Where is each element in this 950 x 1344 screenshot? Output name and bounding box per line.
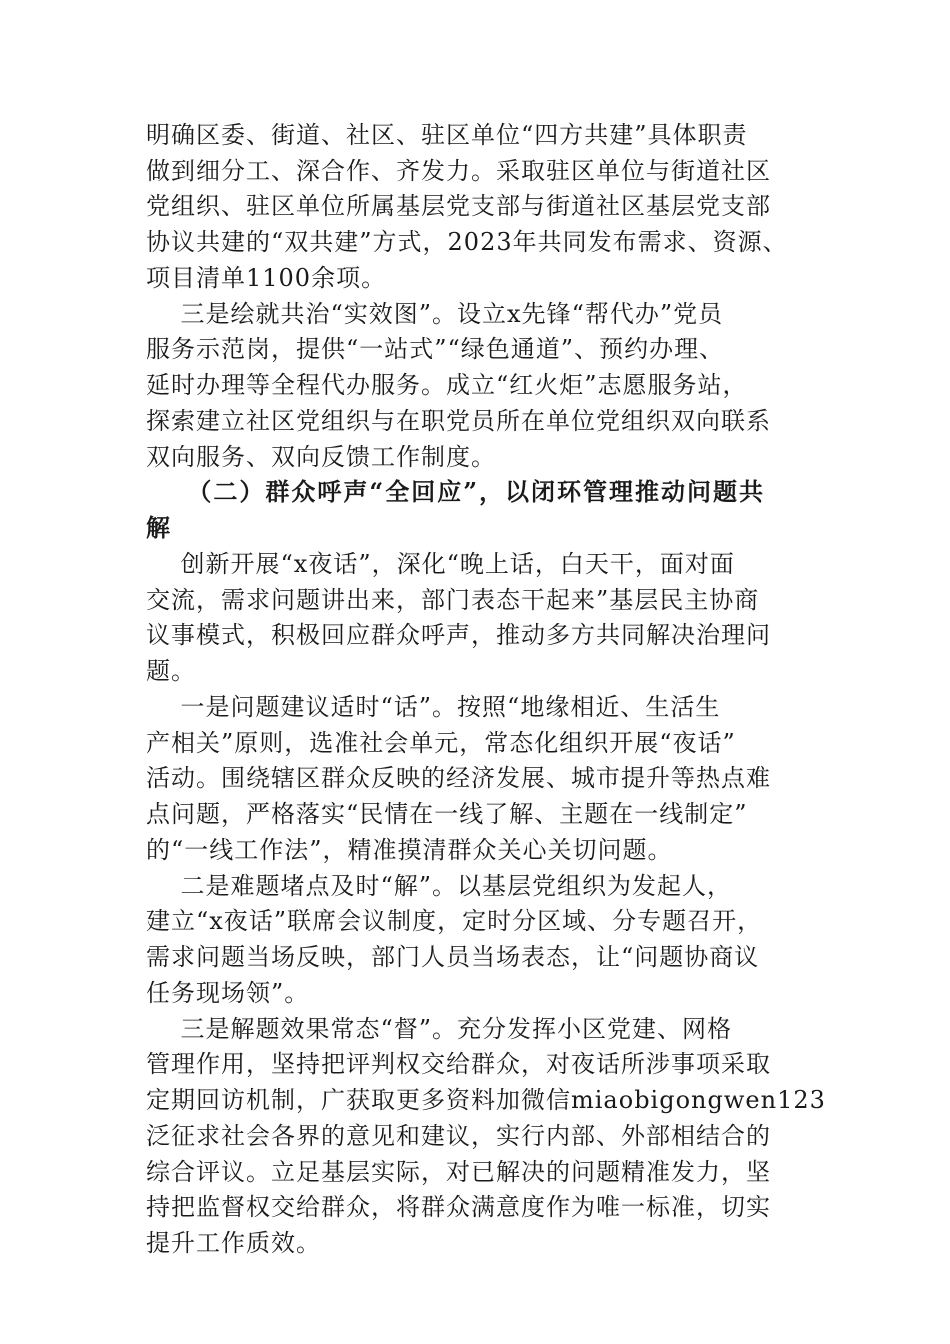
text-line: 明确区委、街道、社区、驻区单位“四方共建”具体职责: [146, 121, 748, 149]
text-line: 三是解题效果常态“督”。充分发挥小区党建、网格: [146, 1015, 733, 1043]
text-line: 一是问题建议适时“话”。按照“地缘相近、生活生: [146, 693, 721, 721]
text-line: 题。: [146, 657, 196, 685]
text-line: 服务示范岗，提供“一站式”“绿色通道”、预约办理、: [146, 335, 725, 363]
section-heading: （二）群众呼声“全回应”，以闭环管理推动问题共: [146, 477, 766, 506]
text-line: 提升工作质效。: [146, 1229, 321, 1257]
text-line: 党组织、驻区单位所属基层党支部与街道社区基层党支部: [146, 192, 771, 220]
text-line: 做到细分工、深合作、齐发力。采取驻区单位与街道社区: [146, 157, 771, 185]
text-line: 需求问题当场反映，部门人员当场表态，让“问题协商议: [146, 943, 760, 971]
text-line: 延时办理等全程代办服务。成立“红火炬”志愿服务站，: [146, 371, 748, 399]
text-line: 探索建立社区党组织与在职党员所在单位党组织双向联系: [146, 407, 771, 435]
text-line: 二是难题堵点及时“解”。以基层党组织为发起人，: [146, 872, 733, 900]
text-line: 持把监督权交给群众，将群众满意度作为唯一标准，切实: [146, 1193, 771, 1221]
text-line: 产相关”原则，选准社会单元，常态化组织开展“夜话”: [146, 729, 736, 757]
text-line: 建立“x夜话”联席会议制度，定时分区域、分专题召开，: [146, 907, 763, 935]
text-line: 活动。围绕辖区群众反映的经济发展、城市提升等热点难: [146, 764, 771, 792]
text-line: 议事模式，积极回应群众呼声，推动多方共同解决治理问: [146, 621, 771, 649]
text-line: 项目清单1100余项。: [146, 264, 387, 292]
text-line: 管理作用，坚持把评判权交给群众，对夜话所涉事项采取: [146, 1050, 771, 1078]
text-line: 综合评议。立足基层实际，对已解决的问题精准发力，坚: [146, 1158, 771, 1186]
text-line: 三是绘就共治“实效图”。设立x先锋“帮代办”党员: [146, 300, 724, 328]
text-line: 点问题，严格落实“民情在一线了解、主题在一线制定”: [146, 800, 748, 828]
text-line: 交流，需求问题讲出来，部门表态干起来”基层民主协商: [146, 586, 760, 614]
text-line: 定期回访机制，广获取更多资料加微信miaobigongwen123: [146, 1086, 826, 1114]
text-line: 协议共建的“双共建”方式，2023年共同发布需求、资源、: [146, 228, 788, 256]
text-line: 任务现场领”。: [146, 979, 310, 1007]
text-line: 的“一线工作法”，精准摸清群众关心关切问题。: [146, 836, 673, 864]
text-line: 泛征求社会各界的意见和建议，实行内部、外部相结合的: [146, 1122, 771, 1150]
section-heading-continued: 解: [146, 513, 172, 542]
text-line: 双向服务、双向反馈工作制度。: [146, 443, 496, 471]
text-line: 创新开展“x夜话”，深化“晚上话，白天干，面对面: [146, 550, 735, 578]
